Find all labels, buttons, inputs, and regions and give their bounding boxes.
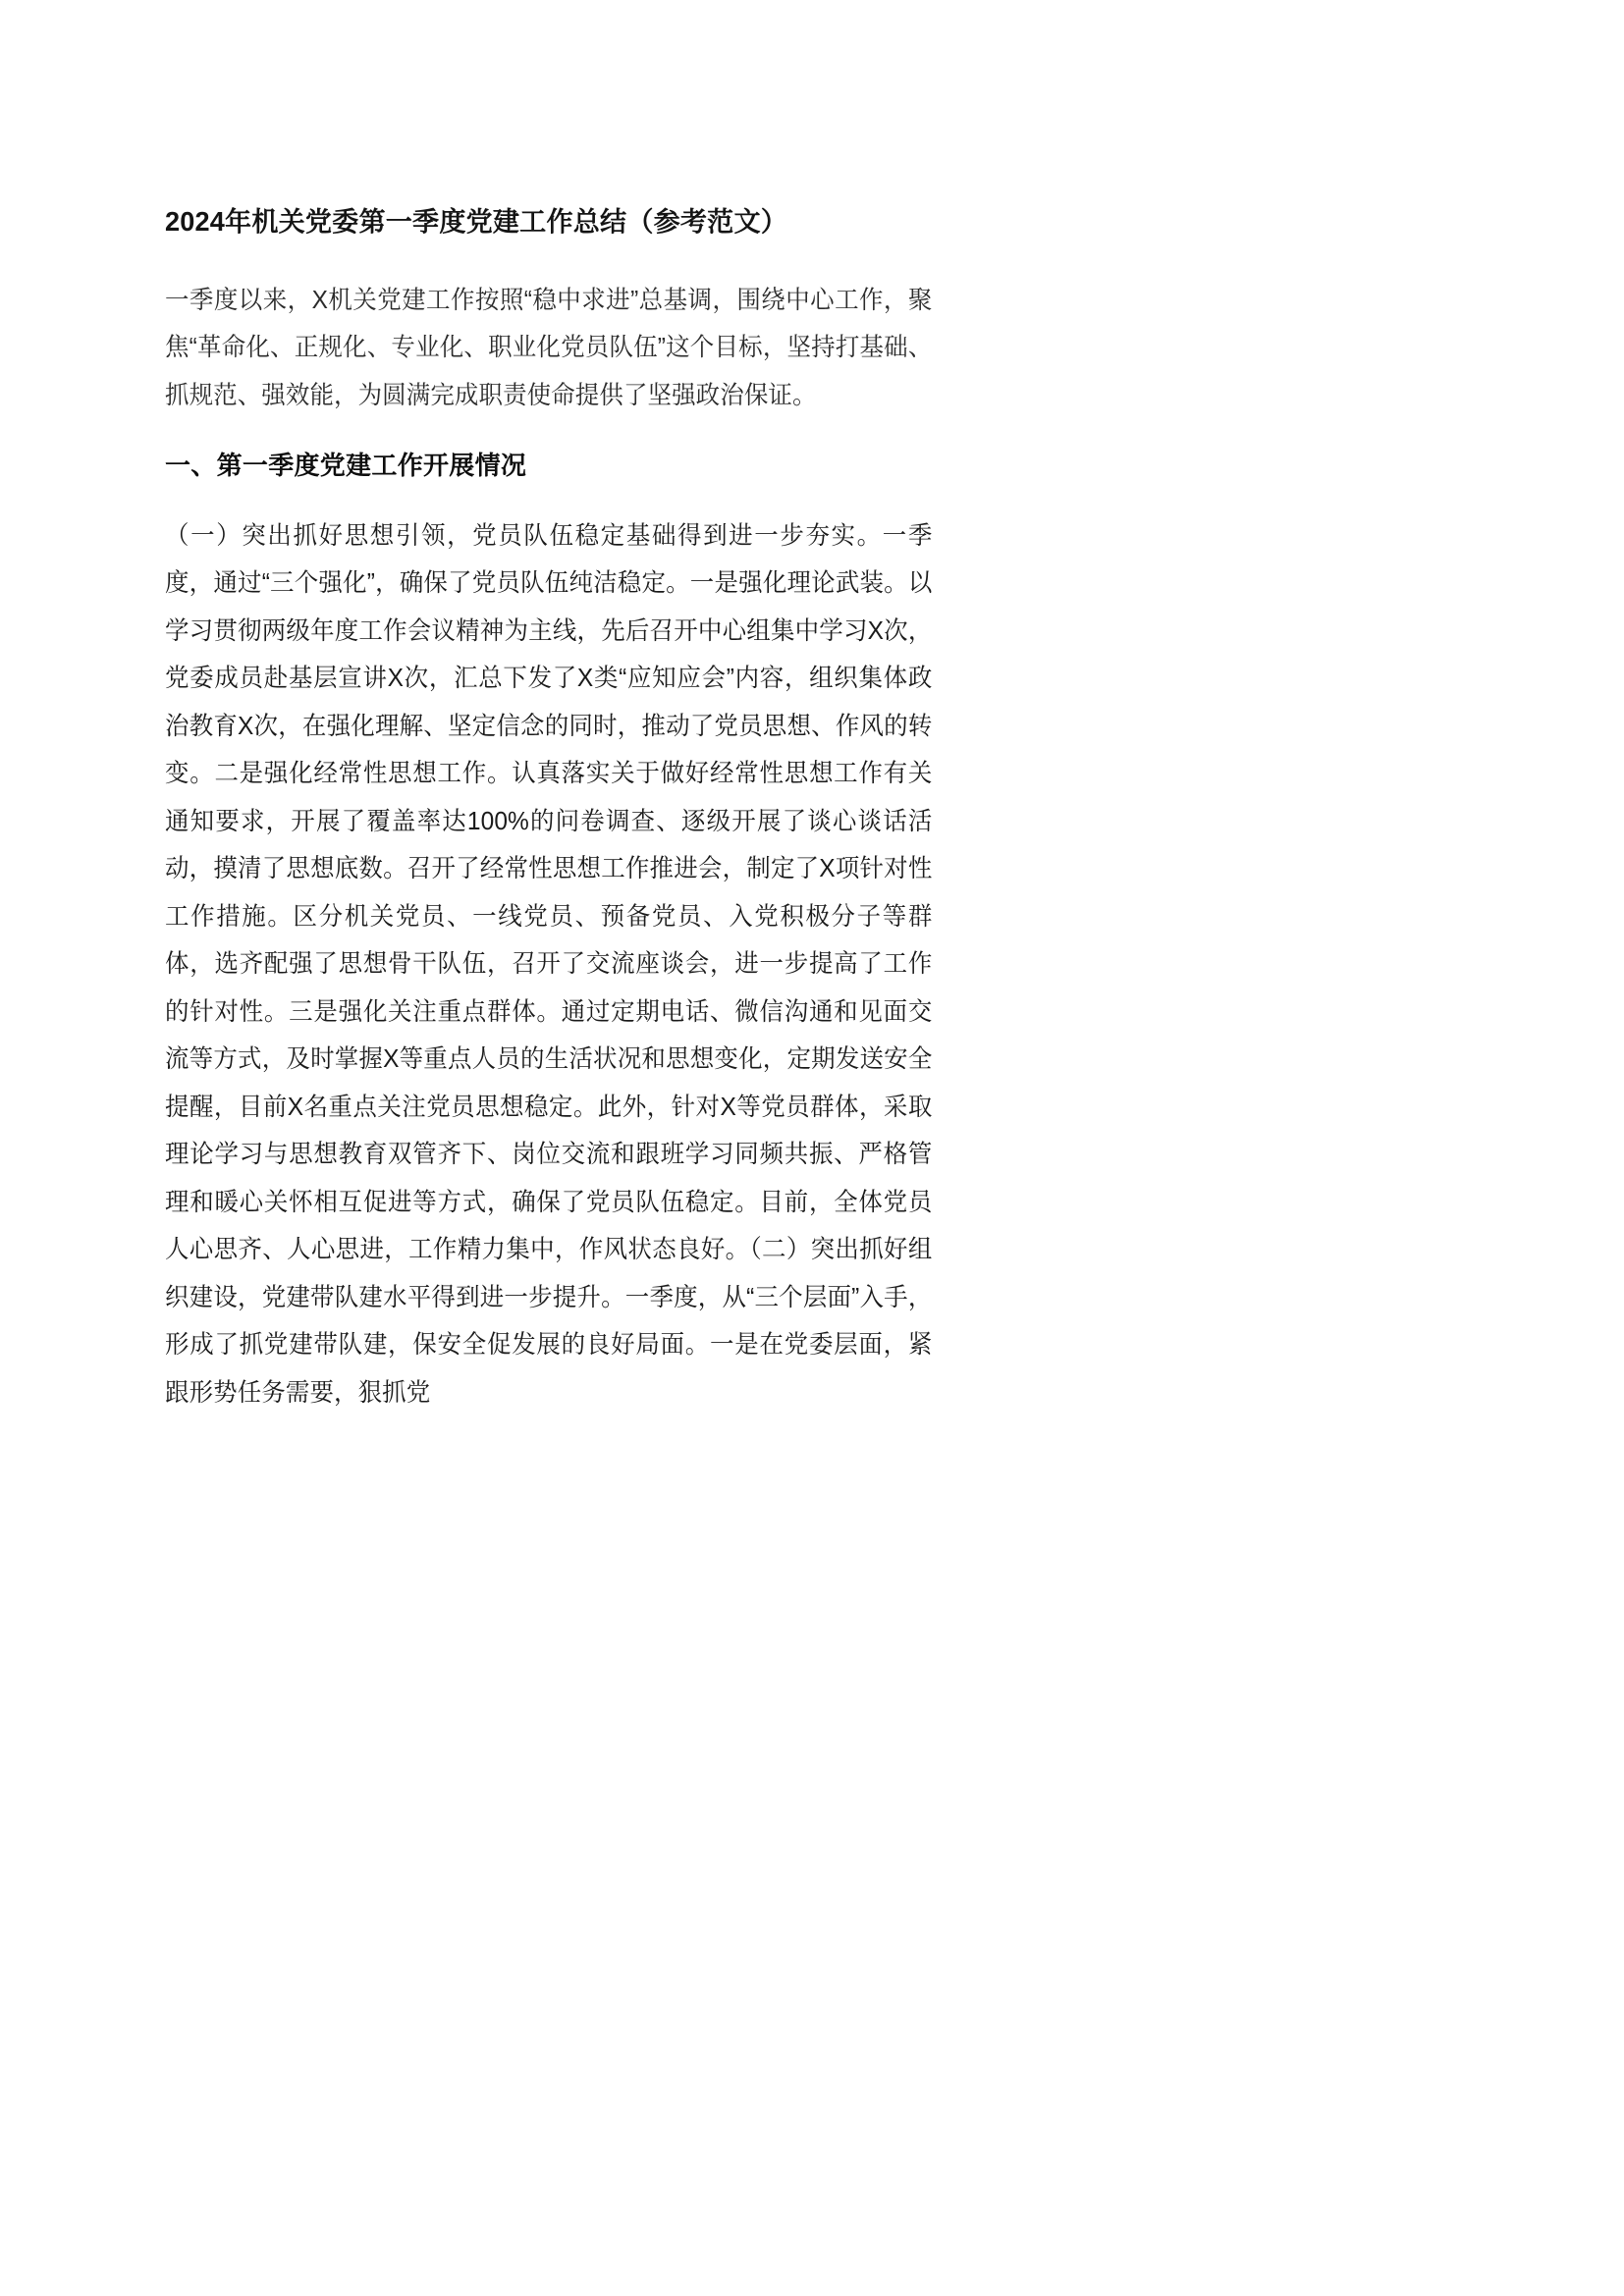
page-title: 2024年机关党委第一季度党建工作总结（参考范文） xyxy=(165,206,788,237)
section-heading-one: 一、第一季度党建工作开展情况 xyxy=(165,452,527,480)
intro-paragraph: 一季度以来，X机关党建工作按照“稳中求进”总基调，围绕中心工作，聚焦“革命化、正规化、专业化、职业化党员队伍”这个目标，坚持打基础、抓规范、强效能，为圆满完成职责使命提供了坚强政治保证。 xyxy=(165,286,933,409)
body-paragraph-one: （一）突出抓好思想引领，党员队伍稳定基础得到进一步夯实。一季度，通过“三个强化”，确保了党员队伍纯洁稳定。一是强化理论武装。以学习贯彻两级年度工作会议精神为主线，先后召开中心组集中学习X次，党委成员赴基层宣讲X次，汇总下发了X类“应知应会”内容，组织集体政治教育X次，在强化理解、坚定信念的同时，推动了党员思想、作风的转变。二是强化经常性思想工作。认真落实关于做好经常性思想工作有关通知要求，开展了覆盖率达100%的问卷调查、逐级开展了谈心谈话活动，摸清了思想底数。召开了经常性思想工作推进会，制定了X项针对性工作措施。区分机关党员、一线党员、预备党员、入党积极分子等群体，选齐配强了思想骨干队伍，召开了交流座谈会，进一步提高了工作的针对性。三是强化关注重点群体。通过定期电话、微信沟通和见面交流等方式，及时掌握X等重点人员的生活状况和思想变化，定期发送安全提醒，目前X名重点关注党员思想稳定。此外，针对X等党员群体，采取理论学习与思想教育双管齐下、岗位交流和跟班学习同频共振、严格管理和暖心关怀相互促进等方式，确保了党员队伍稳定。目前，全体党员人心思齐、人心思进，工作精力集中，作风状态良好。（二）突出抓好组织建设，党建带队建水平得到进一步提升。一季度，从“三个层面”入手，形成了抓党建带队建，保安全促发展的良好局面。一是在党委层面，紧跟形势任务需要，狠抓党 xyxy=(165,521,933,1407)
document-content xyxy=(165,0,933,1416)
